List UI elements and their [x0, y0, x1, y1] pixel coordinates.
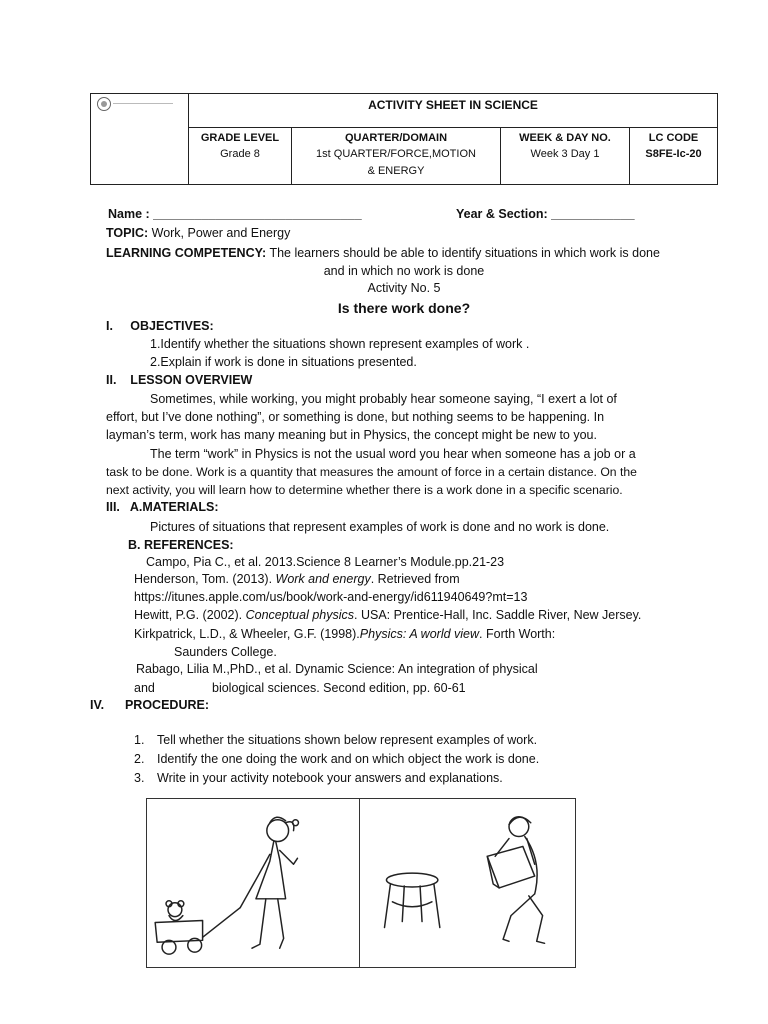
procedure-step-3-num: 3.	[134, 771, 145, 785]
lc-code-value: S8FE-Ic-20	[645, 148, 702, 160]
objective-item-2: 2.Explain if work is done in situations presented.	[150, 355, 417, 369]
competency-line-1	[106, 244, 660, 262]
topic-line	[106, 224, 290, 242]
reference-5-rest: biological sciences. Second edition, pp. 60-61	[212, 681, 466, 695]
lc-code-label: LC CODE	[648, 132, 699, 144]
reference-4-publisher: Saunders College.	[174, 645, 277, 659]
procedure-step-1-num: 1.	[134, 733, 145, 747]
quarter-domain-cell	[292, 128, 501, 184]
reference-5-and: and	[134, 681, 155, 695]
school-seal-icon	[97, 97, 111, 111]
procedure-heading: IV. PROCEDURE:	[90, 698, 210, 712]
name-field[interactable]: Name : ______________________________	[108, 207, 362, 221]
reference-3-title: Conceptual physics	[245, 608, 355, 622]
grade-level-label: GRADE LEVEL	[200, 132, 280, 144]
reference-4-author: Kirkpatrick, L.D., & Wheeler, G.F. (1998).	[134, 627, 360, 641]
picture-girl-pulling-wagon	[146, 798, 360, 968]
girl-pulling-wagon-illustration	[147, 799, 359, 967]
materials-text: Pictures of situations that represent examples of work is done and no work is done.	[150, 520, 610, 534]
logo-cell	[91, 94, 189, 184]
year-section-field[interactable]: Year & Section: ____________	[456, 207, 635, 221]
competency-text-1: The learners should be able to identify situations in which work is done	[269, 246, 660, 260]
materials-heading: III. A.MATERIALS:	[106, 500, 219, 514]
reference-5: Rabago, Lilia M.,PhD., et al. Dynamic Science: An integration of physical	[136, 662, 538, 676]
reference-2-title: Work and energy	[275, 572, 371, 586]
quarter-domain-label: QUARTER/DOMAIN	[344, 132, 448, 144]
reference-3-author: Hewitt, P.G. (2002).	[134, 608, 246, 622]
sheet-title: ACTIVITY SHEET IN SCIENCE	[189, 94, 717, 128]
week-day-value: Week 3 Day 1	[530, 148, 600, 160]
week-day-label: WEEK & DAY NO.	[519, 132, 611, 144]
quarter-domain-value-1: 1st QUARTER/FORCE,MOTION	[316, 148, 476, 160]
competency-text-2: and in which no work is done	[323, 264, 485, 278]
reference-3	[134, 606, 641, 624]
procedure-step-2-num: 2.	[134, 752, 145, 766]
procedure-step-2: Identify the one doing the work and on which object the work is done.	[157, 752, 540, 766]
header-table	[90, 93, 718, 185]
picture-person-carrying-box	[360, 798, 576, 968]
reference-4-rest: . Forth Worth:	[479, 627, 556, 641]
topic-label: TOPIC:	[106, 226, 149, 240]
lc-code-cell	[630, 128, 717, 184]
overview-para1-line2: effort, but I’ve done nothing”, or something is done, but nothing seems to be happening. In	[106, 410, 605, 424]
references-heading: B. REFERENCES:	[128, 538, 234, 552]
week-day-cell	[501, 128, 630, 184]
overview-para2-line2: task to be done. Work is a quantity that measures the amount of force in a certain distance. On the	[106, 465, 637, 479]
person-carrying-box-illustration	[360, 799, 575, 967]
reference-1: Campo, Pia C., et al. 2013.Science 8 Learner’s Module.pp.21-23	[146, 555, 505, 569]
overview-para1-line3: layman’s term, work has many meaning but in Physics, the concept might be new to you.	[106, 428, 597, 442]
quarter-domain-value-2: & ENERGY	[367, 165, 425, 177]
logo-text-decoration	[113, 103, 173, 104]
objectives-heading: I. OBJECTIVES:	[106, 319, 214, 333]
reference-4-title: Physics: A world view	[359, 627, 480, 641]
reference-3-rest: . USA: Prentice-Hall, Inc. Saddle River, New Jersey.	[354, 608, 642, 622]
competency-label: LEARNING COMPETENCY:	[106, 246, 267, 260]
topic-value: Work, Power and Energy	[151, 226, 291, 240]
procedure-step-1: Tell whether the situations shown below represent examples of work.	[157, 733, 538, 747]
reference-2-author: Henderson, Tom. (2013).	[134, 572, 276, 586]
overview-para2-line3: next activity, you will learn how to determine whether there is a work done in a specific scenario.	[106, 483, 623, 497]
grade-level-value: Grade 8	[220, 148, 260, 160]
procedure-step-3: Write in your activity notebook your answers and explanations.	[157, 771, 503, 785]
activity-number: Activity No. 5	[367, 281, 441, 295]
lesson-overview-heading: II. LESSON OVERVIEW	[106, 373, 253, 387]
overview-para2-line1: The term “work” in Physics is not the usual word you hear when someone has a job or a	[150, 447, 636, 461]
activity-title: Is there work done?	[337, 300, 471, 316]
reference-2-url[interactable]: https://itunes.apple.com/us/book/work-and-energy/id611940649?mt=13	[134, 590, 528, 604]
grade-level-cell	[189, 128, 292, 184]
reference-2	[134, 570, 460, 588]
overview-para1-line1: Sometimes, while working, you might probably hear someone saying, “I exert a lot of	[150, 392, 617, 406]
reference-2-rest: . Retrieved from	[370, 572, 460, 586]
reference-4	[134, 625, 555, 643]
objective-item-1: 1.Identify whether the situations shown represent examples of work .	[150, 337, 530, 351]
